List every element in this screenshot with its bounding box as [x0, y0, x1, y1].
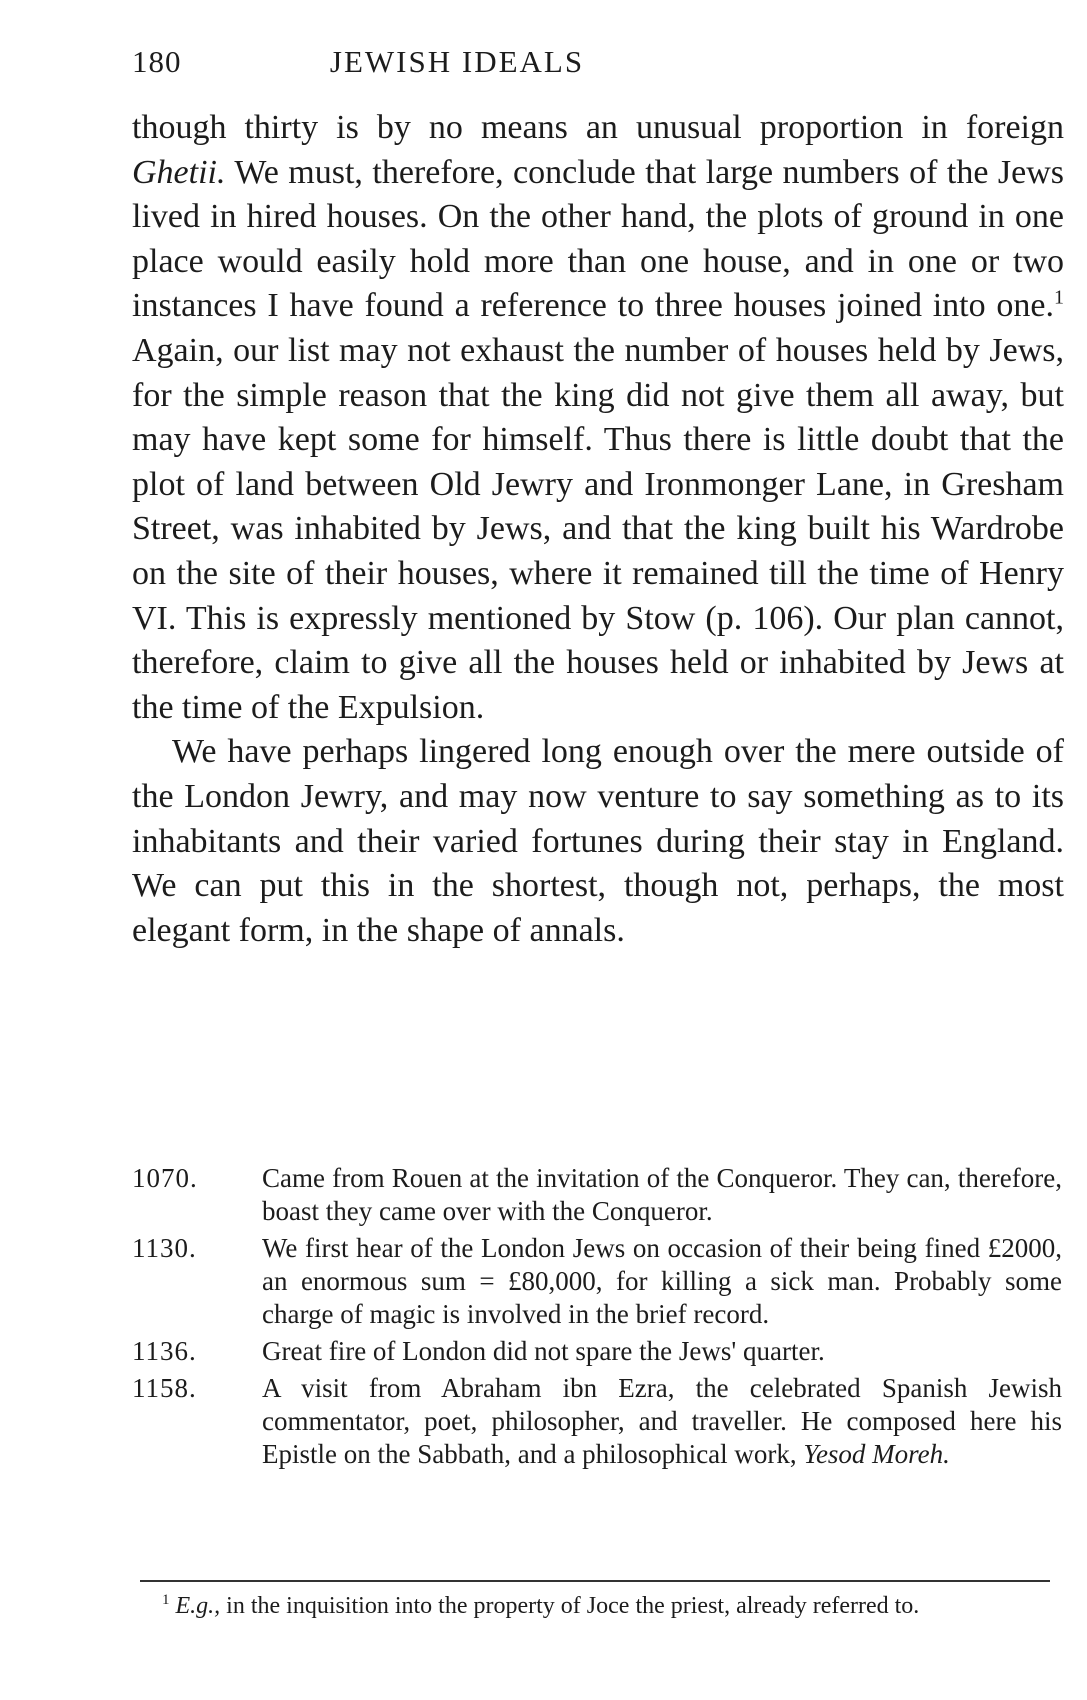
- page-header: [132, 44, 1062, 84]
- main-text: [132, 106, 1064, 953]
- footnote-rule: [140, 1580, 1050, 1582]
- annal-year: 1130.: [132, 1233, 197, 1263]
- annal-text: We first hear of the London Jews on occasion of their being fined £2000, an enormous sum = £80,000, for killing a sick man. Probably some charge of magic is involved in the brief record.: [262, 1233, 1062, 1329]
- annal-entry: [132, 1372, 1062, 1471]
- paragraph: [132, 106, 1064, 730]
- paragraph: We have perhaps lingered long enough over the mere outside of the London Jewry, and may now venture to say something as to its inhabitants and their varied fortunes during their stay in England. We can put this in the shortest, though not, perhaps, the most elegant form, in the shape of annals.: [132, 733, 1064, 949]
- annal-year: 1136.: [132, 1336, 197, 1366]
- footnote-marker: 1: [1054, 287, 1064, 310]
- page-number: 180: [132, 44, 182, 79]
- running-head: JEWISH IDEALS: [329, 44, 585, 79]
- annal-text: Came from Rouen at the invitation of the Conqueror. They can, therefore, boast they came over with the Conqueror.: [262, 1163, 1062, 1226]
- footnote: [132, 1592, 1062, 1621]
- annal-year: 1070.: [132, 1163, 198, 1193]
- italic-title: Yesod Moreh.: [803, 1439, 950, 1469]
- paragraph-text: We must, therefore, conclude that large numbers of the Jews lived in hired houses. On the other hand, the plots of ground in one place would easily hold more than one house, and in one or two instances I have found a reference to three houses joined into one.: [132, 153, 1064, 325]
- italic-term: Ghetii.: [132, 153, 226, 191]
- footnote-marker: 1: [162, 1592, 170, 1608]
- footnote-abbrev: E.g.,: [175, 1593, 221, 1619]
- paragraph-text: though thirty is by no means an unusual proportion in foreign: [132, 109, 1064, 146]
- paragraph-text: Again, our list may not exhaust the number of houses held by Jews, for the simple reason that the king did not give them all away, but may have kept some for himself. Thus there is little doubt that the plot of land between Old Jewry and Ironmonger Lane, in Gresham Street, was inhabited by Jews, and that the king built his Wardrobe on the site of their houses, where it remained till the time of Henry VI. This is expressly mentioned by Stow (p. 106). Our plan cannot, therefore, claim to give all the houses held or inhabited by Jews at the time of the Expulsion.: [132, 331, 1064, 726]
- annal-entry: [132, 1232, 1062, 1331]
- annals-list: [132, 1162, 1062, 1475]
- annal-year: 1158.: [132, 1373, 197, 1403]
- annal-entry: [132, 1162, 1062, 1228]
- annal-text: Great fire of London did not spare the Jews' quarter.: [262, 1336, 825, 1366]
- annal-text: A visit from Abraham ibn Ezra, the celebrated Spanish Jewish commentator, poet, philosopher, and traveller. He composed here his Epistle on the Sabbath, and a philosophical work,: [262, 1373, 1062, 1469]
- annal-entry: [132, 1335, 1062, 1368]
- footnote-text: in the inquisition into the property of Joce the priest, already referred to.: [220, 1593, 920, 1619]
